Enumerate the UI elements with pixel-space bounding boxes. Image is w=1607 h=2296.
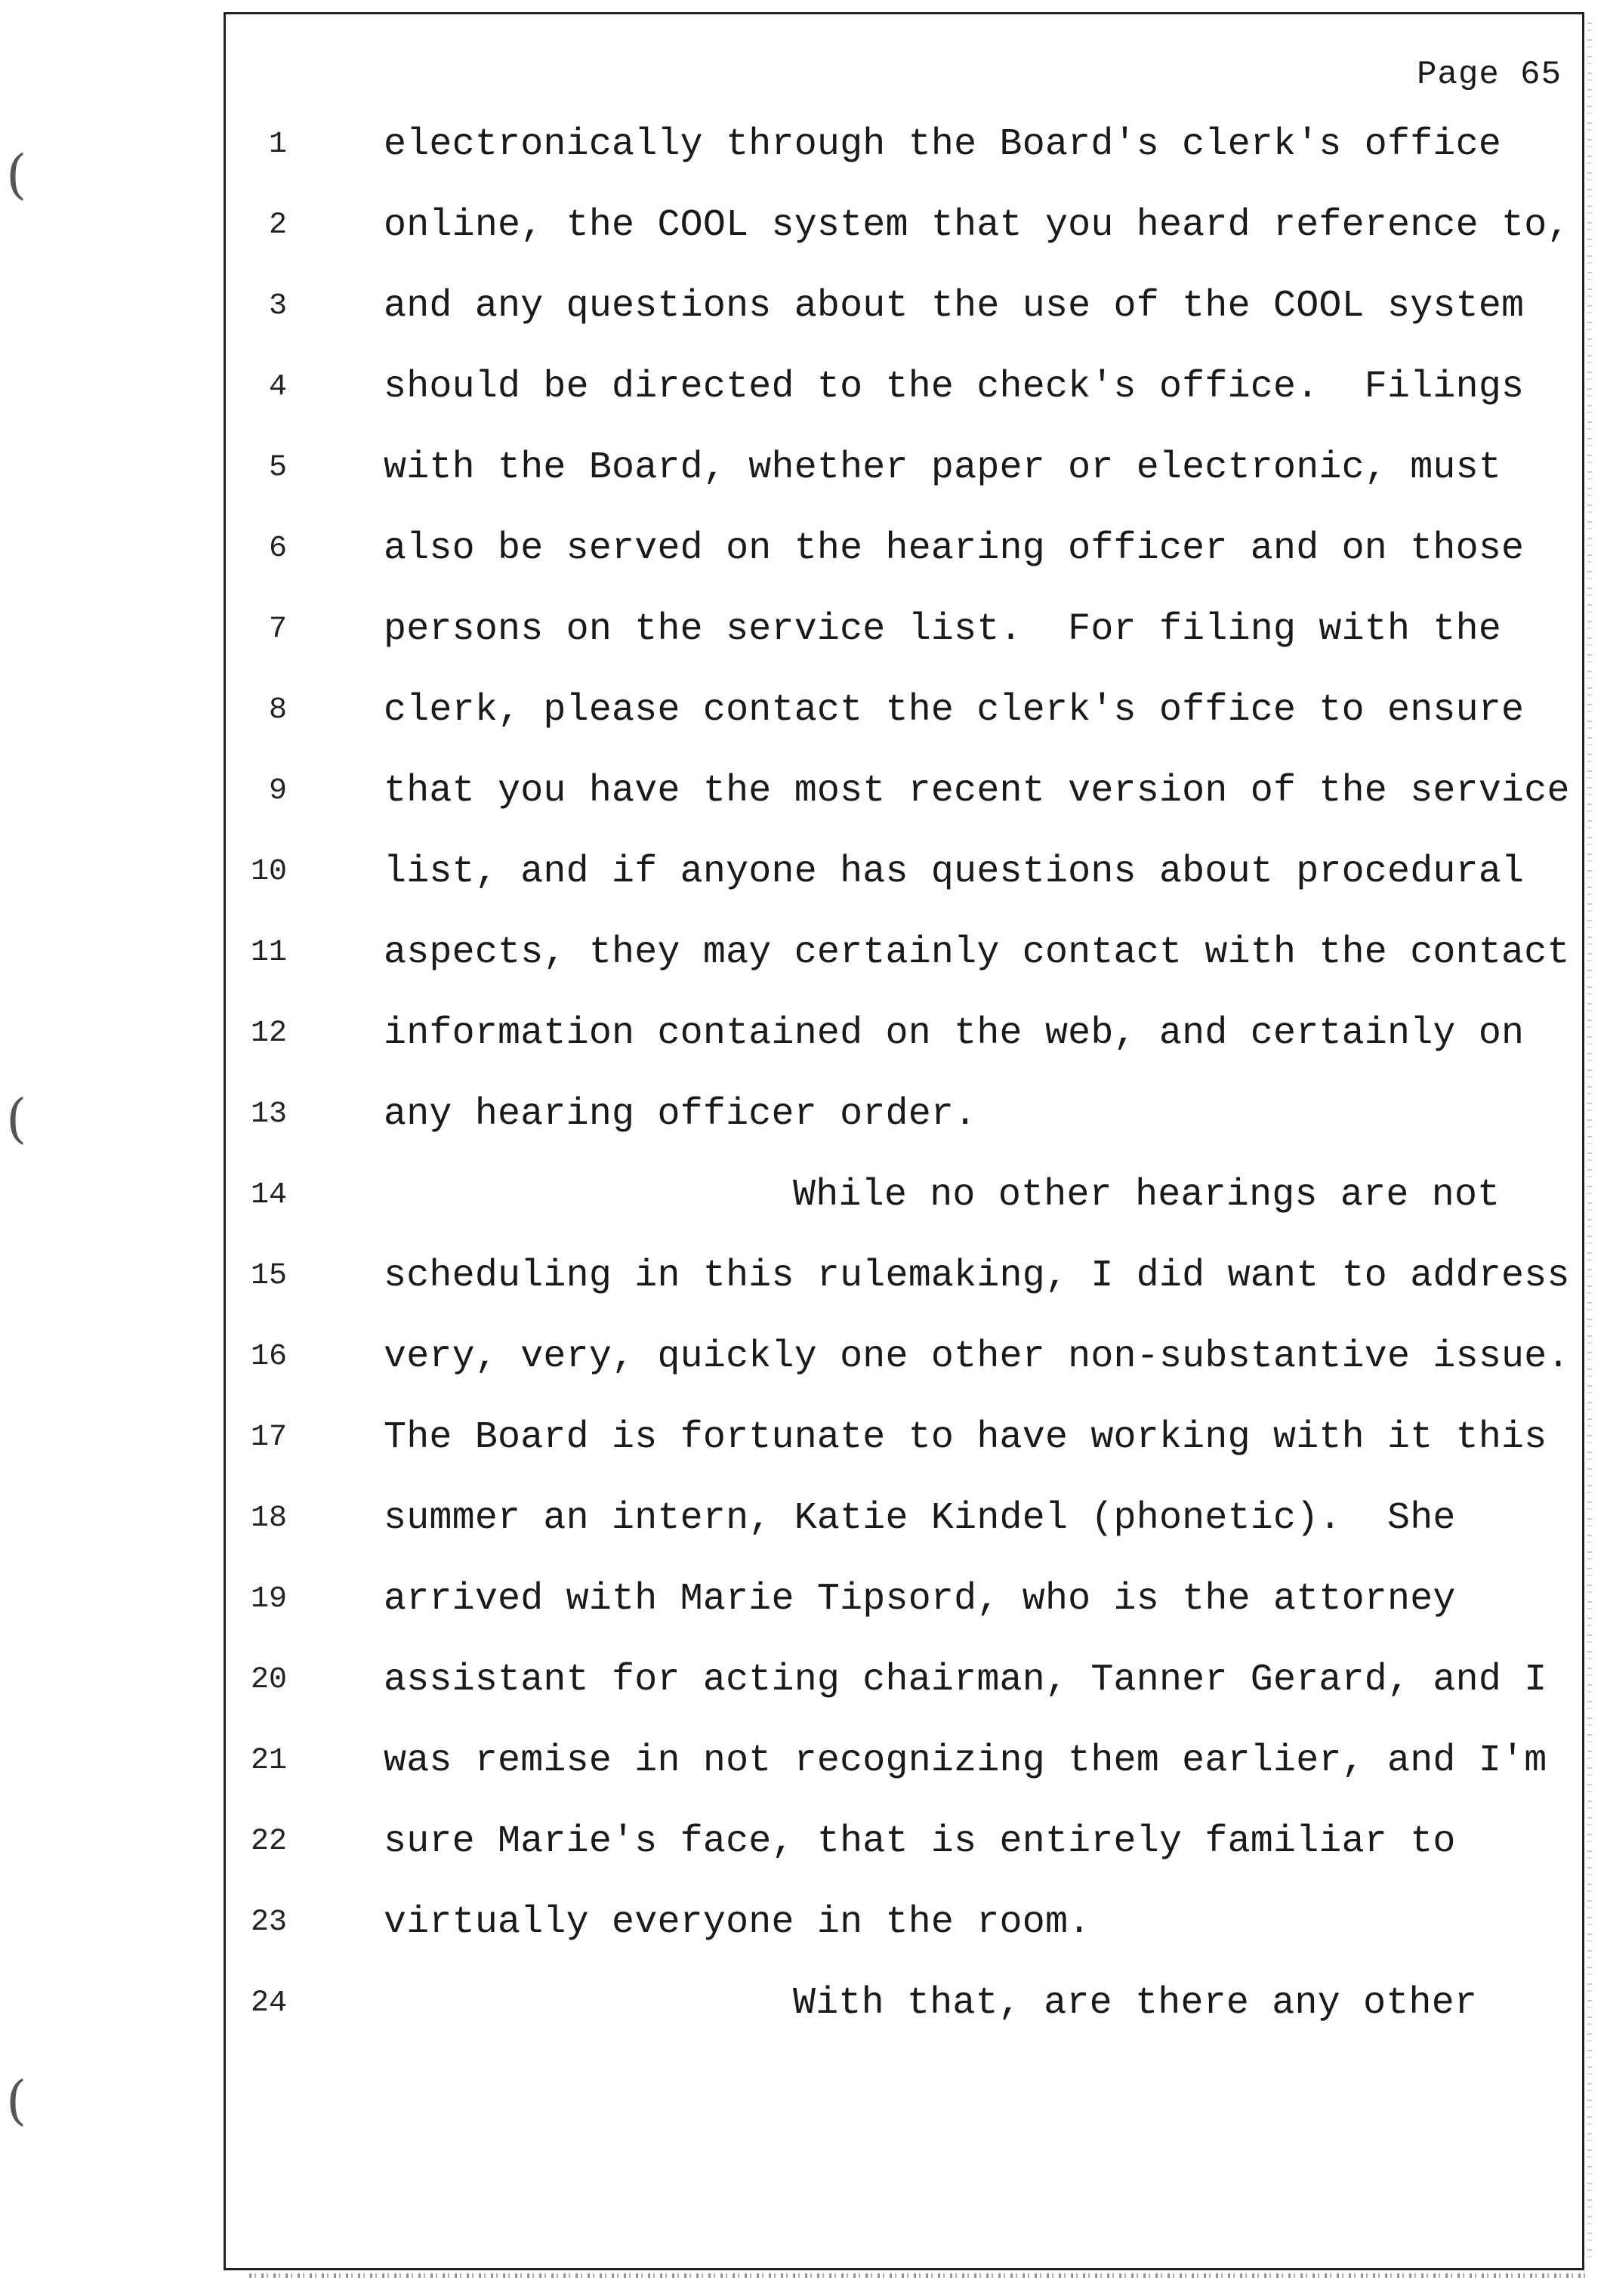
transcript-line — [0, 357, 1607, 418]
transcript-line — [0, 1327, 1607, 1387]
line-number: 10 — [250, 855, 287, 889]
line-number: 23 — [250, 1906, 287, 1940]
line-text: should be directed to the check's office. Filings — [384, 366, 1525, 409]
transcript-line — [0, 1731, 1607, 1791]
line-text: any hearing officer order. — [384, 1093, 977, 1136]
line-text: persons on the service list. For filing with the — [384, 608, 1502, 651]
binder-hole-mark-middle: ( — [6, 1088, 27, 1150]
line-number: 12 — [250, 1017, 287, 1051]
line-number: 24 — [250, 1986, 287, 2020]
binder-hole-mark-bottom: ( — [6, 2069, 27, 2131]
line-text: summer an intern, Katie Kindel (phonetic). She — [384, 1497, 1456, 1540]
transcript-line — [0, 761, 1607, 822]
transcript-line — [0, 1489, 1607, 1549]
transcript-line — [0, 1650, 1607, 1711]
transcript-line — [0, 600, 1607, 660]
line-number: 2 — [268, 208, 287, 242]
line-text: was remise in not recognizing them earlier, and I'm — [384, 1739, 1547, 1782]
line-number: 14 — [250, 1178, 287, 1212]
line-number: 11 — [250, 936, 287, 970]
line-number: 16 — [250, 1340, 287, 1374]
line-text: clerk, please contact the clerk's office to ensure — [384, 689, 1525, 732]
transcript-line — [0, 438, 1607, 498]
line-text: with the Board, whether paper or electronic, must — [384, 446, 1502, 489]
transcript-line — [0, 680, 1607, 741]
line-number: 20 — [250, 1663, 287, 1697]
line-text: arrived with Marie Tipsord, who is the attorney — [384, 1578, 1456, 1621]
scan-edge-noise-bottom — [249, 2273, 1586, 2278]
transcript-line — [0, 1408, 1607, 1468]
line-text: also be served on the hearing officer and on those — [384, 527, 1525, 570]
line-number: 18 — [250, 1501, 287, 1535]
transcript-line — [0, 115, 1607, 175]
transcript-line — [0, 1893, 1607, 1953]
line-text: information contained on the web, and certainly on — [384, 1012, 1525, 1055]
line-number: 13 — [250, 1097, 287, 1131]
line-number: 15 — [250, 1259, 287, 1293]
line-text: sure Marie's face, that is entirely familiar to — [384, 1820, 1456, 1863]
line-number: 17 — [250, 1421, 287, 1455]
transcript-line — [0, 923, 1607, 983]
line-text: and any questions about the use of the COOL system — [384, 285, 1525, 328]
line-text: list, and if anyone has questions about procedural — [384, 850, 1525, 893]
page-number: Page 65 — [1417, 56, 1562, 94]
line-number: 6 — [268, 532, 287, 566]
line-text: that you have the most recent version of the service — [384, 770, 1570, 813]
transcript-line — [0, 1569, 1607, 1630]
transcript-line — [0, 1165, 1607, 1226]
line-text: online, the COOL system that you heard reference to, — [384, 204, 1570, 247]
line-number: 9 — [268, 774, 287, 808]
line-number: 21 — [250, 1744, 287, 1778]
line-text: While no other hearings are not — [793, 1174, 1501, 1217]
line-number: 3 — [268, 289, 287, 323]
transcript-line — [0, 1246, 1607, 1307]
line-text: With that, are there any other — [793, 1982, 1478, 2025]
transcript-line — [0, 1004, 1607, 1064]
transcript-line — [0, 519, 1607, 579]
transcript-line — [0, 276, 1607, 337]
transcript-line — [0, 1085, 1607, 1145]
line-text: very, very, quickly one other non-substantive issue. — [384, 1335, 1570, 1378]
line-number: 22 — [250, 1825, 287, 1859]
line-text: aspects, they may certainly contact with the contact — [384, 931, 1570, 974]
transcript-line — [0, 1812, 1607, 1872]
line-number: 7 — [268, 613, 287, 647]
line-text: electronically through the Board's clerk's office — [384, 123, 1502, 166]
line-number: 1 — [268, 128, 287, 162]
line-text: scheduling in this rulemaking, I did want to address — [384, 1254, 1570, 1298]
transcript-line — [0, 1974, 1607, 2034]
line-number: 8 — [268, 693, 287, 727]
line-text: virtually everyone in the room. — [384, 1901, 1091, 1944]
binder-hole-mark-top: ( — [6, 144, 27, 205]
line-number: 5 — [268, 451, 287, 485]
line-text: assistant for acting chairman, Tanner Gerard, and I — [384, 1659, 1547, 1702]
line-number: 19 — [250, 1582, 287, 1616]
transcript-line — [0, 842, 1607, 903]
line-text: The Board is fortunate to have working with it this — [384, 1416, 1547, 1459]
transcript-line — [0, 196, 1607, 256]
line-number: 4 — [268, 370, 287, 404]
